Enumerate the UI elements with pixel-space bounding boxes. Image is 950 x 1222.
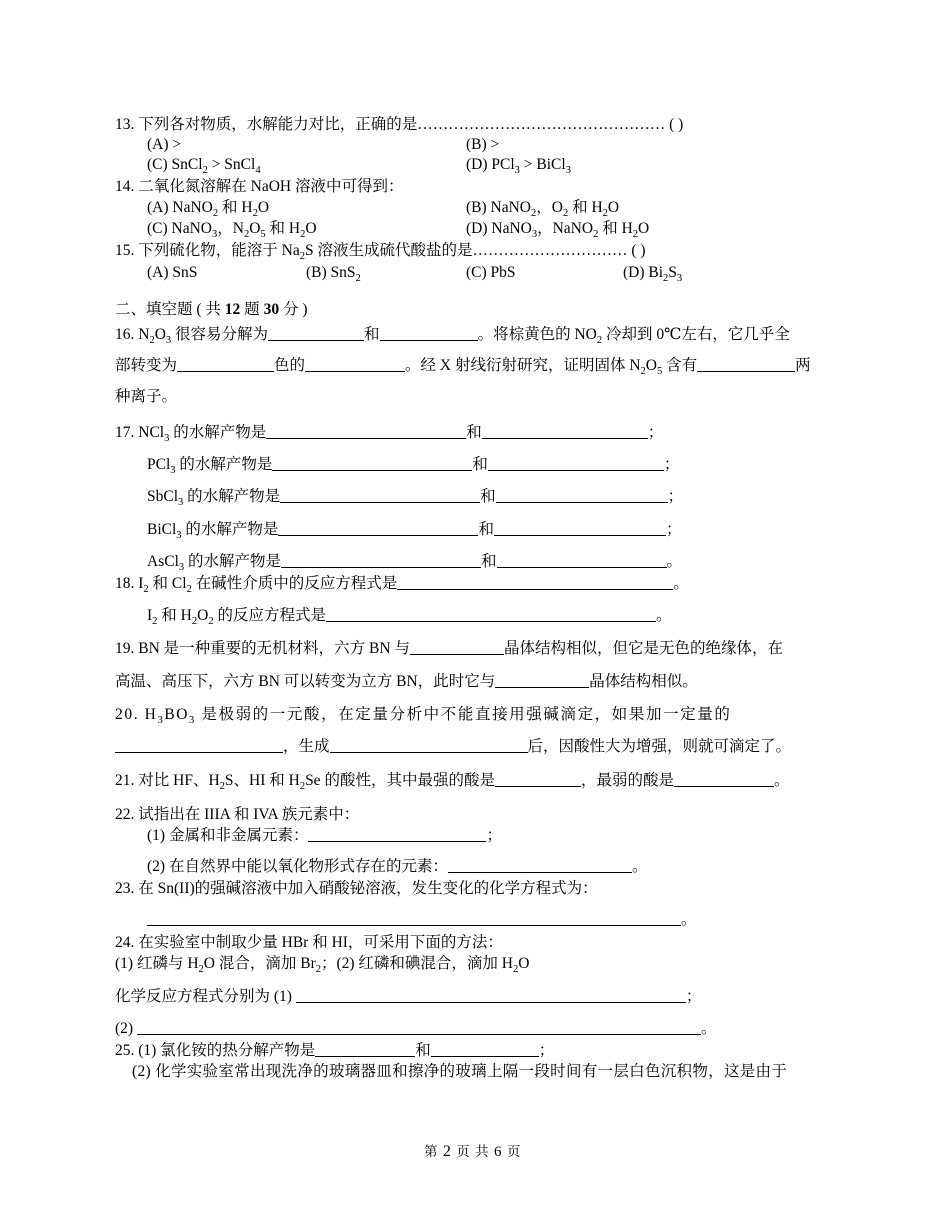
q20-line-2: ，生成 后，因酸性大为增强，则就可滴定了。 (115, 738, 791, 756)
q20-line-1: 20. $H_3BO_3$ 是极弱的一元酸，在定量分析中不能直接用强碱滴定，如果加一定量的 (115, 706, 732, 726)
q14-stem: 14. 二氧化氮溶解在 NaOH 溶液中可得到： (115, 178, 404, 195)
answer-blank[interactable] (147, 911, 681, 926)
q16-line-3: 种离子。 (115, 388, 178, 405)
q17-row: AsCl$_3$ 的水解产物是 和 。 (147, 553, 683, 573)
q22-stem: 22. 试指出在 IIIA 和 IVA 族元素中： (115, 806, 360, 823)
q19-line-2: 高温、高压下，六方 BN 可以转变为立方 BN，此时它与 晶体结构相似。 (115, 673, 698, 690)
q13-stem: 13. 下列各对物质，水解能力对比，正确的是………………………………………… ( ) (115, 116, 684, 133)
q24-line-2: (1) 红磷与 $H_2O$ 混合，滴加 $Br_2$；(2) 红磷和碘混合，滴加 $H_2O$ (115, 955, 530, 975)
q14-option-d: (D) NaNO$_3$，NaNO$_2$ 和 $H_2O$ (466, 220, 650, 240)
q15-option-c: (C) PbS (466, 264, 516, 281)
answer-blank[interactable] (268, 326, 364, 341)
answer-blank[interactable] (281, 553, 481, 568)
answer-blank[interactable] (296, 988, 686, 1003)
q25-line-2: (2) 化学实验室常出现洗净的玻璃器皿和擦净的玻璃上隔一段时间有一层白色沉积物，这是由于 (132, 1063, 788, 1080)
answer-blank[interactable] (494, 521, 666, 536)
answer-blank[interactable] (177, 357, 274, 372)
page-footer: 第 2 页 共 6 页 (424, 1143, 521, 1160)
answer-blank[interactable] (278, 521, 478, 536)
q17-row: PCl$_3$ 的水解产物是 和 ； (147, 456, 680, 476)
answer-blank[interactable] (448, 858, 632, 873)
answer-blank[interactable] (397, 575, 673, 590)
answer-blank[interactable] (308, 827, 486, 842)
answer-blank[interactable] (315, 1042, 415, 1057)
answer-blank[interactable] (674, 772, 774, 787)
answer-blank[interactable] (115, 738, 283, 753)
q24-line-3: 化学反应方程式分别为 (1) ； (115, 988, 702, 1005)
q13-option-d: (D) PCl$_3$ > BiCl$_3$ (466, 156, 571, 176)
answer-blank[interactable] (495, 673, 589, 688)
q19-line-1: 19. BN 是一种重要的无机材料，六方 BN 与 晶体结构相似，但它是无色的绝缘体，在 (115, 640, 783, 657)
q14-option-c: (C) NaNO$_3$，$N_2O_5$ 和 $H_2O$ (147, 220, 317, 240)
answer-blank[interactable] (280, 488, 480, 503)
answer-blank[interactable] (497, 553, 667, 568)
q13-option-a: (A) > (147, 136, 182, 153)
answer-blank[interactable] (305, 357, 405, 372)
q21-line: 21. 对比 HF、$H_2S$、HI 和 $H_2Se$ 的酸性，其中最强的酸是 ，最弱的酸是 。 (115, 772, 790, 792)
q24-line-4: (2) 。 (115, 1020, 717, 1037)
q15-option-d: (D) $Bi_2S_3$ (623, 264, 683, 284)
q15-option-a: (A) SnS (147, 264, 198, 281)
q15-option-b: (B) SnS$_2$ (306, 264, 361, 284)
answer-blank[interactable] (410, 640, 504, 655)
answer-blank[interactable] (488, 456, 664, 471)
q18-line-1: 18. $I_2$ 和 $Cl_2$ 在碱性介质中的反应方程式是 。 (115, 575, 689, 595)
answer-blank[interactable] (431, 1042, 539, 1057)
q23-stem: 23. 在 Sn(II)的强碱溶液中加入硝酸铋溶液，发生变化的化学方程式为： (115, 880, 598, 897)
section-heading: 二、填空题 ( 共 12 题 30 分 ) (115, 301, 308, 318)
q14-option-b: (B) NaNO$_2$，$O_2$ 和 $H_2O$ (466, 199, 620, 219)
q17-row: SbCl$_3$ 的水解产物是 和 ； (147, 488, 684, 508)
answer-blank[interactable] (272, 456, 472, 471)
q16-line-2: 部转变为 色的 。经 X 射线衍射研究，证明固体 $N_2O_5$ 含有 两 (115, 357, 811, 377)
q17-row: BiCl$_3$ 的水解产物是 和 ； (147, 521, 682, 541)
q17-row: 17. NCl$_3$ 的水解产物是 和 ； (115, 424, 664, 444)
q16-line-1: 16. $N_2O_3$ 很容易分解为 和 。将棕黄色的 $NO_2$ 冷却到 0℃左右，它几乎全 (115, 326, 790, 346)
q18-line-2: $I_2$ 和 $H_2O_2$ 的反应方程式是 。 (147, 607, 672, 627)
q24-stem: 24. 在实验室中制取少量 HBr 和 HI，可采用下面的方法： (115, 934, 503, 951)
q25-line-1: 25. (1) 氯化铵的热分解产物是 和 ； (115, 1042, 555, 1059)
answer-blank[interactable] (495, 772, 581, 787)
answer-blank[interactable] (266, 424, 466, 439)
q13-option-b: (B) > (466, 136, 500, 153)
answer-blank[interactable] (482, 424, 648, 439)
q13-option-c: (C) SnCl$_2$ > SnCl$_4$ (147, 156, 261, 176)
answer-blank[interactable] (330, 738, 528, 753)
answer-blank[interactable] (137, 1020, 701, 1035)
q22-part-2: (2) 在自然界中能以氧化物形式存在的元素： 。 (147, 858, 648, 875)
answer-blank[interactable] (697, 357, 795, 372)
q23-answer-line: 。 (147, 911, 697, 929)
answer-blank[interactable] (326, 607, 656, 622)
q22-part-1: (1) 金属和非金属元素： ； (147, 827, 502, 844)
answer-blank[interactable] (380, 326, 478, 341)
q14-option-a: (A) NaNO$_2$ 和 $H_2O$ (147, 199, 270, 219)
q15-stem: 15. 下列硫化物，能溶于 $Na_2S$ 溶液生成硫代酸盐的是………………………… ( ) (115, 242, 646, 262)
answer-blank[interactable] (496, 488, 668, 503)
